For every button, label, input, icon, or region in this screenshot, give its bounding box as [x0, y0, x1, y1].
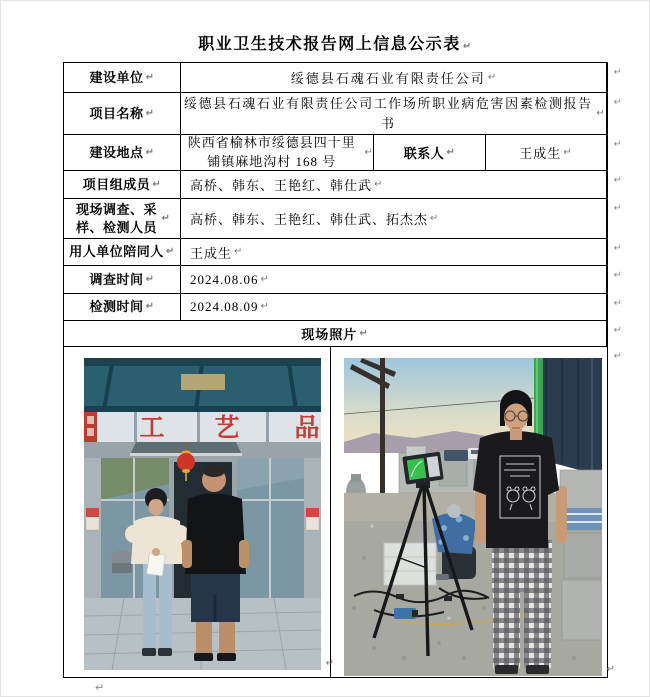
- paragraph-mark-icon: ↵: [145, 273, 155, 285]
- value-project-name: 绥德县石魂石业有限责任公司工作场所职业病危害因素检测报告书 ↵: [181, 93, 607, 134]
- paragraph-mark-icon: ↵: [152, 178, 162, 190]
- left-site-photo: [84, 358, 321, 670]
- value-construction-site: 陕西省榆林市绥德县四十里铺镇麻地沟村 168 号 ↵: [181, 135, 374, 170]
- value-test-date: 2024.08.09 ↵: [181, 294, 607, 320]
- page-title: 职业卫生技术报告网上信息公示表 ↵: [198, 36, 473, 53]
- label-contact-person: 联系人 ↵: [374, 135, 486, 170]
- stone-lion-statue: [111, 550, 133, 573]
- right-site-photo: [344, 358, 602, 676]
- paragraph-mark-icon: ↵: [145, 107, 155, 119]
- value-construction-unit: 绥德县石魂石业有限责任公司 ↵: [181, 63, 607, 92]
- paragraph-mark-icon: ↵: [145, 146, 155, 158]
- label-project-team: 项目组成员 ↵: [64, 171, 181, 198]
- row-end-mark-icon: ↵: [613, 243, 622, 254]
- paragraph-mark-icon: ↵: [145, 71, 155, 83]
- paragraph-mark-icon: ↵: [446, 146, 456, 158]
- row-site-photos: [64, 347, 622, 677]
- paragraph-mark-icon: ↵: [161, 212, 171, 224]
- craft-sign-char-2: 艺: [214, 415, 240, 442]
- paragraph-mark-icon: ↵: [374, 178, 384, 190]
- paragraph-mark-icon: ↵: [165, 246, 175, 257]
- row-employer-escort: [64, 239, 622, 266]
- paragraph-mark-icon: ↵: [359, 327, 369, 339]
- photo-cell-left: [64, 347, 334, 677]
- row-test-date: [64, 294, 622, 321]
- value-contact-person: 王成生 ↵: [486, 135, 607, 170]
- paragraph-mark-icon: ↵: [563, 146, 573, 158]
- value-project-team: 高桥、韩东、王艳红、韩仕武 ↵: [181, 171, 607, 198]
- paragraph-mark-icon: ↵: [325, 658, 334, 669]
- canopy-signboard: [181, 374, 225, 390]
- paragraph-mark-icon: ↵: [487, 71, 497, 83]
- dark-suv: [444, 450, 468, 461]
- paragraph-mark-icon: ↵: [260, 301, 270, 312]
- papers-in-hand: [147, 553, 166, 576]
- row-survey-date: [64, 266, 622, 294]
- row-photos-header: [64, 321, 622, 347]
- row-end-mark-icon: ↵: [613, 298, 622, 309]
- row-construction-site: [64, 135, 622, 171]
- device-screen: [407, 458, 427, 480]
- shop-sign-band: [84, 412, 321, 442]
- row-construction-unit: [64, 63, 622, 93]
- row-end-mark-icon: ↵: [613, 203, 622, 214]
- row-project-team: [64, 171, 622, 199]
- label-test-date: 检测时间 ↵: [64, 294, 181, 320]
- paragraph-mark-icon: ↵: [596, 107, 605, 119]
- label-employer-escort: 用人单位陪同人 ↵: [64, 239, 181, 265]
- label-survey-date: 调查时间 ↵: [64, 266, 181, 293]
- paragraph-mark-icon: ↵: [234, 246, 244, 257]
- paragraph-mark-icon: ↵: [95, 681, 105, 694]
- label-construction-site: 建设地点 ↵: [64, 135, 181, 170]
- monitoring-device: [402, 452, 444, 485]
- label-construction-unit: 建设单位 ↵: [64, 63, 181, 92]
- photo-cell-right: [331, 347, 615, 677]
- glass-canopy: [84, 358, 321, 412]
- row-end-mark-icon: ↵: [613, 325, 622, 336]
- row-project-name: [64, 93, 622, 135]
- row-end-mark-icon: ↵: [613, 351, 622, 362]
- paragraph-mark-icon: ↵: [260, 273, 270, 285]
- info-table: [63, 62, 622, 678]
- row-end-mark-icon: ↵: [613, 97, 622, 108]
- paragraph-mark-icon: ↵: [462, 41, 473, 52]
- label-project-name: 项目名称 ↵: [64, 93, 181, 134]
- row-end-mark-icon: ↵: [613, 139, 622, 150]
- value-employer-escort: 王成生 ↵: [181, 239, 607, 265]
- craft-sign-char-1: 工: [139, 415, 165, 442]
- craft-sign-char-3: 品: [294, 415, 320, 442]
- row-end-mark-icon: ↵: [613, 270, 622, 281]
- value-survey-date: 2024.08.06 ↵: [181, 266, 607, 293]
- row-field-personnel: [64, 199, 622, 239]
- paragraph-mark-icon: ↵: [145, 301, 155, 312]
- paragraph-mark-icon: ↵: [606, 664, 615, 675]
- value-field-personnel: 高桥、韩东、王艳红、韩仕武、拓杰杰 ↵: [181, 199, 607, 238]
- paragraph-mark-icon: ↵: [430, 212, 440, 224]
- row-end-mark-icon: ↵: [613, 67, 622, 78]
- row-end-mark-icon: ↵: [613, 175, 622, 186]
- label-field-personnel: 现场调查、采样、检测人员 ↵: [64, 199, 181, 238]
- photos-header: 现场照片 ↵: [64, 321, 607, 346]
- paragraph-mark-icon: ↵: [364, 146, 373, 158]
